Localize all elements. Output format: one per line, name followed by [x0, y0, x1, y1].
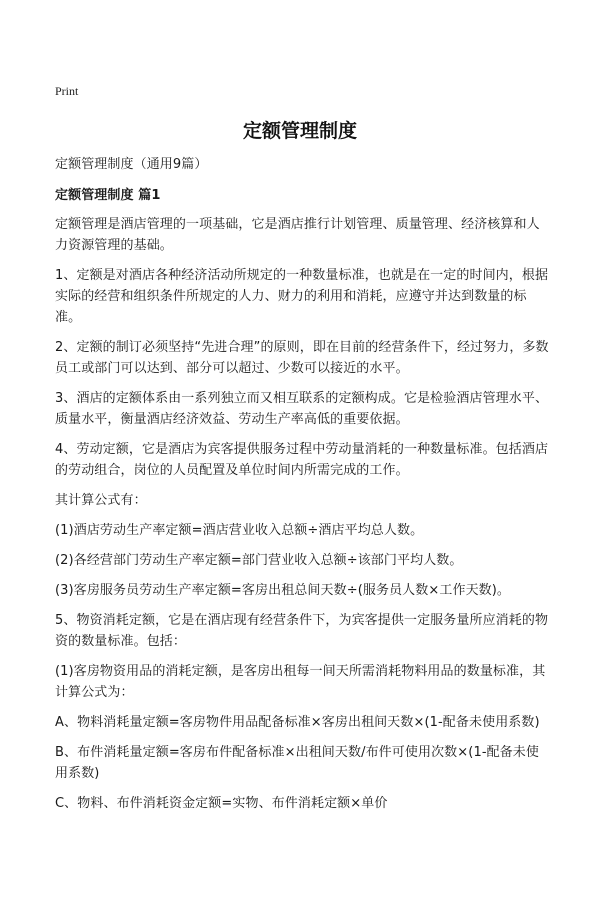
paragraph-formula-3: (3)客房服务员劳动生产率定额=客房出租总间天数÷(服务员人数×工作天数)。 — [55, 583, 511, 598]
document-title: 定额管理制度 — [242, 120, 357, 142]
paragraph-formula-a: A、物料消耗量定额=客房物件用品配备标准×客房出租间天数×(1-配备未使用系数) — [55, 715, 540, 730]
paragraph-item-3: 3、酒店的定额体系由一系列独立而又相互联系的定额构成。它是检验酒店管理水平、质量水平，衡量酒店经济效益、劳动生产率高低的重要依据。 — [55, 391, 549, 427]
paragraph-item-2: 2、定额的制订必须坚持“先进合理”的原则，即在目前的经营条件下，经过努力，多数员工或部门可以达到、部分可以超过、少数可以接近的水平。 — [55, 340, 549, 376]
paragraph-formula-2: (2)各经营部门劳动生产率定额=部门营业收入总额÷该部门平均人数。 — [55, 553, 463, 568]
paragraph-formula-1: (1)酒店劳动生产率定额=酒店营业收入总额÷酒店平均总人数。 — [55, 523, 424, 538]
document-body — [55, 154, 550, 823]
document-subtitle: 定额管理制度（通用9篇） — [55, 157, 208, 172]
paragraph-intro: 定额管理是酒店管理的一项基础，它是酒店推行计划管理、质量管理、经济核算和人力资源管理的基础。 — [55, 217, 540, 253]
paragraph-item-5: 5、物资消耗定额，它是在酒店现有经营条件下，为宾客提供一定服务量所应消耗的物资的数量标准。包括： — [55, 613, 549, 649]
paragraph-room-supplies: (1)客房物资用品的消耗定额，是客房出租每一间天所需消耗物料用品的数量标准，其计算公式为： — [55, 664, 546, 700]
paragraph-item-1: 1、定额是对酒店各种经济活动所规定的一种数量标准，也就是在一定的时间内，根据实际的经营和组织条件所规定的人力、财力的利用和消耗，应遵守并达到数量的标准。 — [55, 268, 549, 325]
paragraph-item-4: 4、劳动定额，它是酒店为宾客提供服务过程中劳动量消耗的一种数量标准。包括酒店的劳动组合，岗位的人员配置及单位时间内所需完成的工作。 — [55, 442, 549, 478]
print-label[interactable]: Print — [55, 84, 79, 98]
section-heading: 定额管理制度 篇1 — [55, 188, 161, 203]
paragraph-formula-b: B、布件消耗量定额=客房布件配备标准×出租间天数/布件可使用次数×(1-配备未使用系数) — [55, 745, 540, 781]
paragraph-formula-intro: 其计算公式有： — [55, 493, 147, 508]
paragraph-formula-c: C、物料、布件消耗资金定额=实物、布件消耗定额×单价 — [55, 796, 388, 811]
